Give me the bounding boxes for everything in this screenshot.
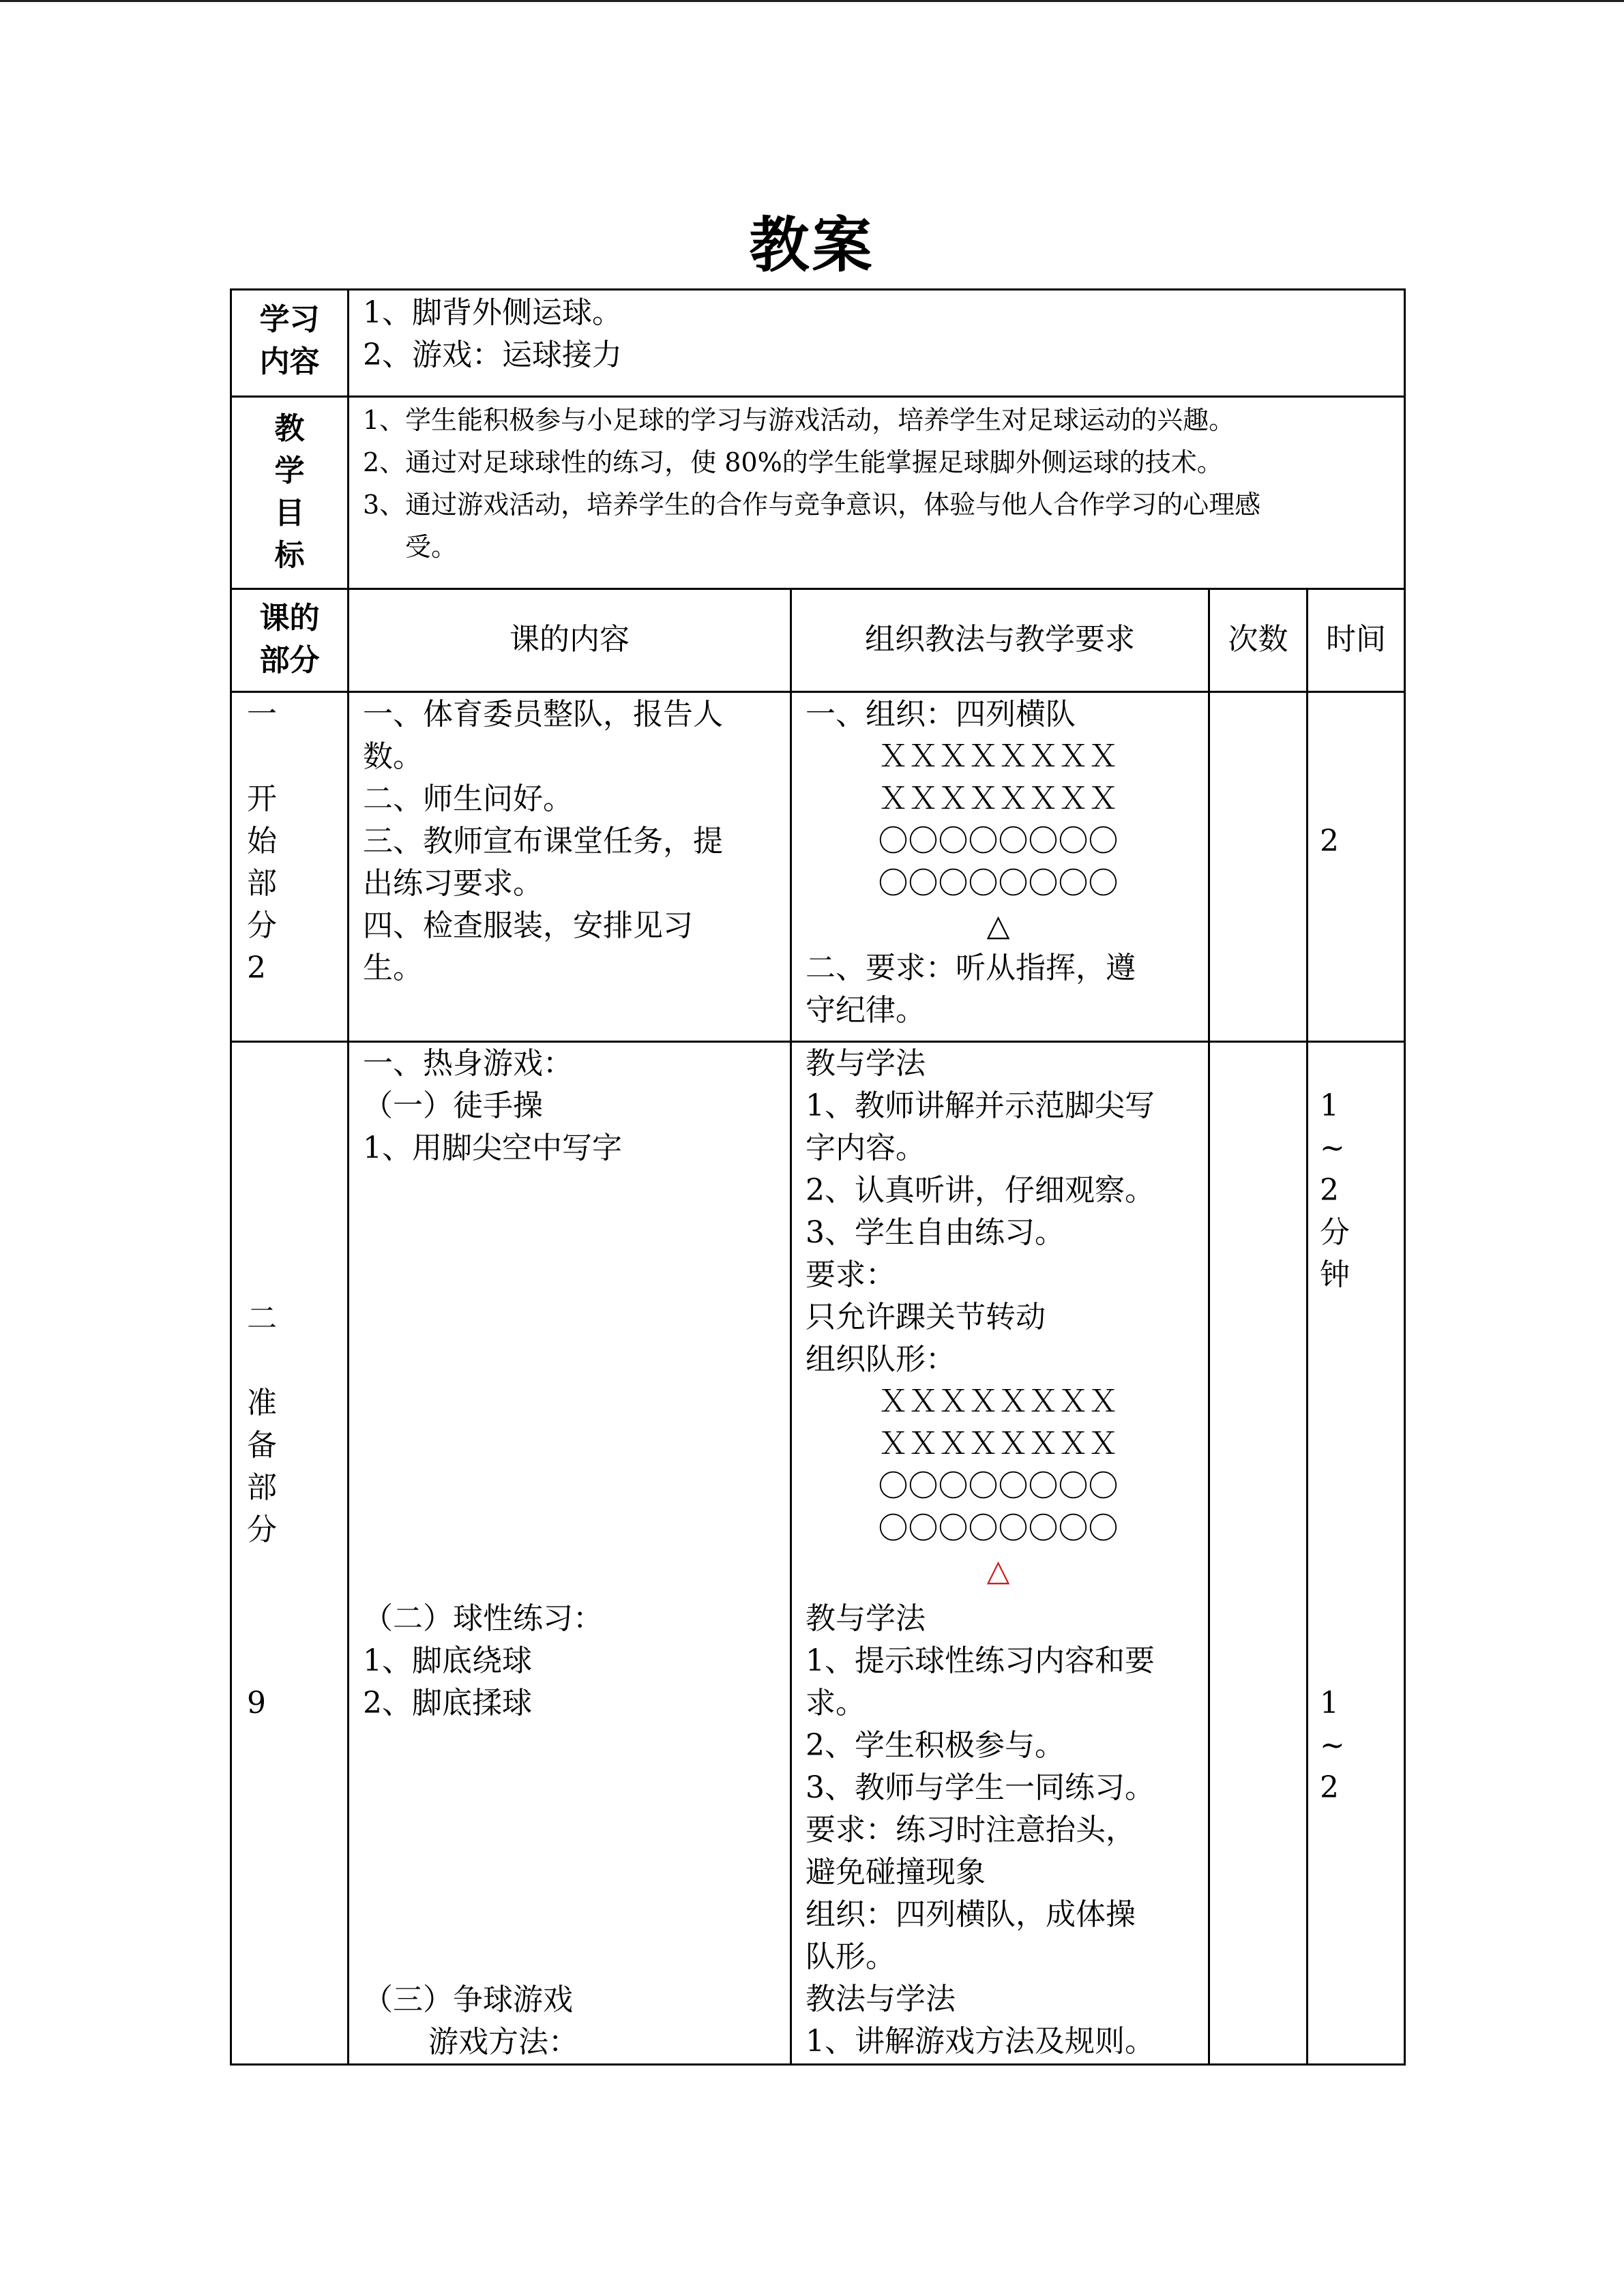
section1-method: 一、组织：四列横队 ＸＸＸＸＸＸＸＸ ＸＸＸＸＸＸＸＸ 〇〇〇〇〇〇〇〇 〇〇〇〇〇〇〇〇 △ 二、要求：听从指挥，遵 守纪律。 [806, 694, 1208, 1032]
header-content: 课的内容 [510, 622, 630, 657]
teacher-marker-red: △ [986, 1553, 1010, 1588]
formation-row: 〇〇〇〇〇〇〇〇 [878, 824, 1119, 859]
teaching-goals-label: 教 学 目 标 [274, 411, 305, 573]
teacher-marker: △ [986, 908, 1010, 943]
top-border-line [0, 0, 1624, 2]
list-item: 1、脚背外侧运球。 [363, 295, 622, 330]
header-part: 课的 部分 [259, 601, 320, 678]
list-item: 1、学生能积极参与小足球的学习与游戏活动，培养学生对足球运动的兴趣。 [363, 405, 1235, 435]
header-method: 组织教法与教学要求 [865, 622, 1135, 657]
header-time: 时间 [1326, 622, 1386, 657]
study-content-label: 学习 内容 [259, 302, 320, 379]
section2-part: 二 准 备 部 分 [247, 1301, 277, 1547]
list-item: 受。 [405, 532, 458, 562]
formation-row: ＸＸＸＸＸＸＸＸ [878, 781, 1119, 816]
header-count: 次数 [1228, 622, 1288, 657]
formation-row: 〇〇〇〇〇〇〇〇 [878, 1511, 1119, 1546]
list-item: 2、通过对足球球性的练习，使 80%的学生能掌握足球脚外侧运球的技术。 [363, 447, 1223, 477]
list-item: 2、游戏：运球接力 [363, 338, 622, 372]
section2-method-a: 教与学法 1、教师讲解并示范脚尖写 字内容。 2、认真听讲，仔细观察。 3、学生自由练习。 要求： 只允许踝关节转动 组织队形： ＸＸＸＸＸＸＸＸ ＸＸＸＸＸＸＸＸ 〇〇〇〇〇〇〇〇 〇〇〇〇〇〇〇〇 △ [806, 1043, 1191, 1592]
section2-content-ball: （二）球性练习： 1、脚底绕球 2、脚底揉球 [363, 1601, 603, 1720]
formation-row: 〇〇〇〇〇〇〇〇 [878, 1469, 1119, 1504]
section2-time-b: 1 ~ 2 [1320, 1686, 1345, 1805]
section1-part: 一 开 始 部 分 2 [247, 697, 277, 985]
section2-content-warmup: 一、热身游戏： （一）徒手操 1、用脚尖空中写字 [363, 1046, 622, 1165]
study-content-items [363, 292, 622, 376]
page-title: 教案 [749, 210, 875, 280]
section2-time-a: 1 ~ 2 分 钟 [1320, 1088, 1350, 1292]
section1-time: 2 [1320, 824, 1339, 859]
section1-content: 一、体育委员整队，报告人 数。 二、师生问好。 三、教师宣布课堂任务，提 出练习要求。 四、检查服装，安排见习 生。 [363, 697, 723, 985]
formation-row: ＸＸＸＸＸＸＸＸ [878, 1384, 1119, 1419]
section2-part-number: 9 [247, 1686, 266, 1720]
list-item: 3、通过游戏活动，培养学生的合作与竞争意识，体验与他人合作学习的心理感 [363, 490, 1261, 520]
formation-row: ＸＸＸＸＸＸＸＸ [878, 1427, 1119, 1461]
section2-method-b: 教与学法 1、提示球性练习内容和要 求。 2、学生积极参与。 3、教师与学生一同练习。 要求：练习时注意抬头， 避免碰撞现象 组织：四列横队，成体操 队形。 教法与学法 1、讲解游戏方法及规则。 [806, 1601, 1155, 2059]
section2-content-game: （三）争球游戏 游戏方法： [363, 1982, 578, 2059]
teaching-goals-items [363, 399, 1260, 568]
formation-row: ＸＸＸＸＸＸＸＸ [878, 739, 1119, 774]
formation-row: 〇〇〇〇〇〇〇〇 [878, 866, 1119, 901]
